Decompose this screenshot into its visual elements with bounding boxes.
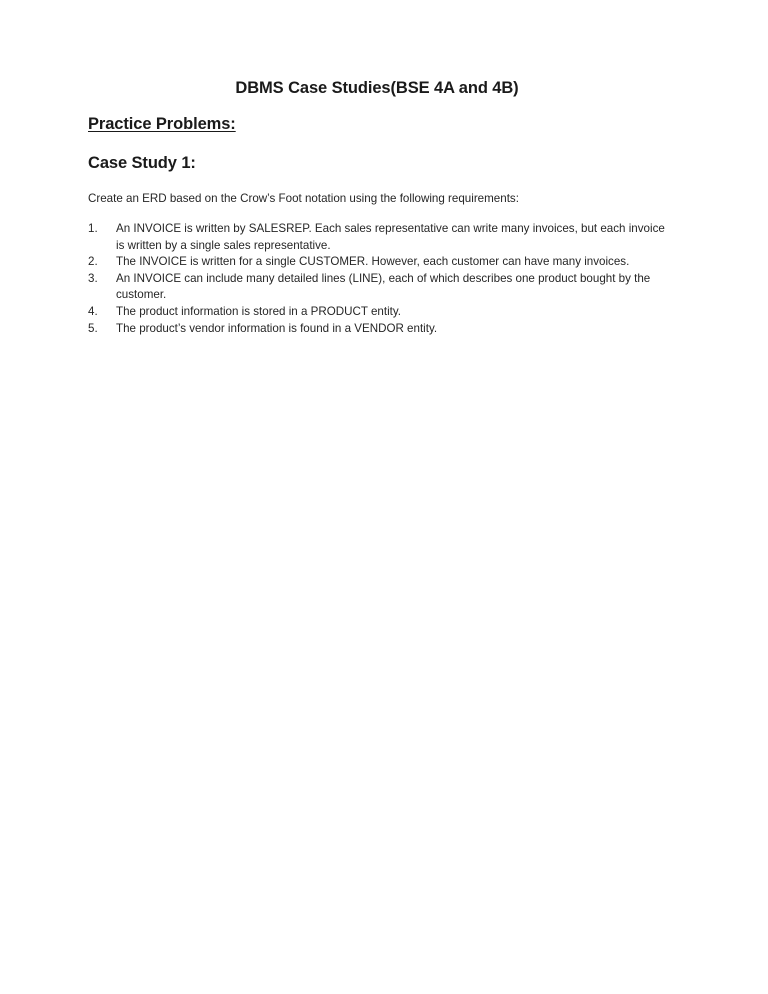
list-item: The product’s vendor information is found in a VENDOR entity. [116, 321, 438, 335]
list-item: The product information is stored in a PRODUCT entity. [116, 304, 402, 318]
list-item: An INVOICE is written by SALESREP. Each sales representative can write many invoices, but each invoice is written by a single sales representative. [116, 222, 665, 252]
list-item: The INVOICE is written for a single CUSTOMER. However, each customer can have many invoices. [116, 255, 630, 269]
document-body [88, 78, 666, 337]
requirements-list [88, 221, 666, 337]
intro-paragraph: Create an ERD based on the Crow’s Foot notation using the following requirements: [88, 192, 519, 206]
document-title: DBMS Case Studies(BSE 4A and 4B) [235, 79, 519, 97]
list-item: An INVOICE can include many detailed lines (LINE), each of which describes one product bought by the customer. [116, 272, 651, 302]
section-heading-practice-problems: Practice Problems: [88, 115, 236, 134]
heading-case-study-1: Case Study 1: [88, 153, 196, 172]
